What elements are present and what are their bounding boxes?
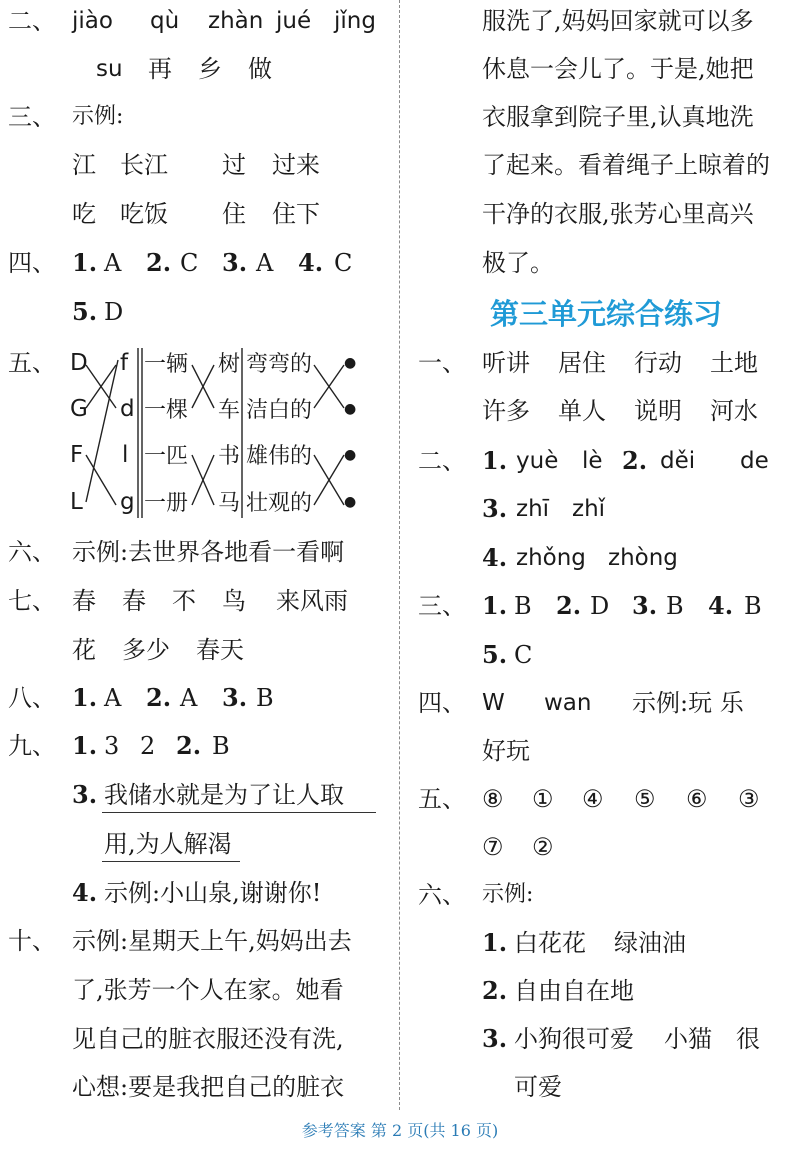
answer-text: A — [256, 249, 274, 277]
answer-text: 好玩 — [482, 737, 530, 765]
section-9-label: 九、 — [8, 732, 56, 760]
measure-word: 一辆 — [144, 352, 189, 377]
question-number: 3. — [632, 591, 658, 620]
measure-word: 一匹 — [144, 444, 189, 469]
answer-text: 2 — [140, 732, 156, 760]
pinyin-answer: W — [482, 690, 505, 716]
pinyin-answer: wan — [544, 690, 592, 716]
pinyin-answer: jué — [276, 8, 312, 34]
pinyin-answer: jiào — [72, 8, 113, 34]
letter-lowercase: d — [120, 396, 135, 422]
answer-text: B — [212, 732, 230, 760]
section-2-label: 二、 — [418, 447, 466, 475]
answer-text: 吃 — [72, 200, 96, 228]
pinyin-answer: de — [740, 448, 769, 474]
section-3-label: 三、 — [8, 103, 56, 131]
section-1-label: 一、 — [418, 349, 466, 377]
answer-text: C — [180, 249, 199, 277]
essay-line: 了,张芳一个人在家。她看 — [72, 976, 344, 1004]
answer-text: 住 — [222, 200, 246, 228]
question-number: 1. — [482, 928, 508, 957]
section-8-label: 八、 — [8, 684, 56, 712]
essay-line: 服洗了,妈妈回家就可以多 — [482, 7, 754, 35]
answer-text: C — [514, 641, 533, 669]
question-number: 4. — [298, 248, 324, 277]
answer-text: D — [104, 298, 124, 326]
page-footer: 参考答案 第 2 页(共 16 页) — [301, 1121, 499, 1140]
answer-text: 单人 — [558, 397, 606, 425]
letter-uppercase: D — [70, 350, 88, 376]
letter-uppercase: F — [70, 442, 84, 468]
answer-text: 3 — [104, 732, 120, 760]
answer-text: 小猫 — [664, 1025, 712, 1053]
question-number: 3. — [222, 248, 248, 277]
answer-text: 乡 — [198, 55, 222, 83]
essay-line: 了起来。看着绳子上晾着的 — [482, 151, 770, 179]
answer-text: 土地 — [710, 349, 758, 377]
question-number: 2. — [622, 446, 648, 475]
answer-text: 绿油油 — [614, 929, 686, 957]
section-4-label: 四、 — [8, 249, 56, 277]
noun-word: 车 — [218, 398, 241, 423]
answer-text: B — [744, 592, 762, 620]
order-number: ③ — [738, 785, 760, 813]
section-2-label: 二、 — [8, 7, 56, 35]
section-10-label: 十、 — [8, 927, 56, 955]
question-number: 2. — [176, 731, 202, 760]
pinyin-answer: jǐng — [334, 8, 376, 34]
answer-text: 江 — [72, 151, 96, 179]
question-number: 3. — [222, 683, 248, 712]
section-5-label: 五、 — [8, 349, 56, 377]
order-number: ① — [532, 785, 554, 813]
answer-text: 我储水就是为了让人取 — [104, 781, 344, 809]
essay-line: 极了。 — [482, 249, 554, 277]
section-7-label: 七、 — [8, 587, 56, 615]
answer-underline — [102, 861, 240, 862]
question-number: 5. — [482, 640, 508, 669]
section-3-label: 三、 — [418, 592, 466, 620]
question-number: 2. — [556, 591, 582, 620]
question-number: 4. — [482, 543, 508, 572]
letter-lowercase: l — [122, 442, 129, 468]
pinyin-answer: zhǒng — [516, 545, 586, 571]
section-6-label: 六、 — [8, 538, 56, 566]
question-number: 1. — [482, 591, 508, 620]
adjective-word: 洁白的 — [246, 398, 313, 423]
question-number: 1. — [72, 248, 98, 277]
match-dot: ● — [344, 401, 357, 417]
letter-uppercase: G — [70, 396, 88, 422]
order-number: ⑥ — [686, 785, 708, 813]
pinyin-answer: zhī — [516, 496, 550, 522]
order-number: ⑧ — [482, 785, 504, 813]
adjective-word: 壮观的 — [246, 491, 313, 516]
answer-text: 可爱 — [514, 1073, 562, 1101]
measure-word: 一册 — [144, 491, 189, 516]
pinyin-answer: zhǐ — [572, 496, 606, 522]
essay-line: 心想:要是我把自己的脏衣 — [72, 1073, 345, 1101]
answer-text: 不 — [172, 587, 196, 615]
order-number: ⑦ — [482, 833, 504, 861]
answer-text: 春天 — [196, 636, 244, 664]
pinyin-answer: qù — [150, 8, 180, 34]
essay-line: 见自己的脏衣服还没有洗, — [72, 1025, 344, 1053]
answer-text: 许多 — [482, 397, 530, 425]
answer-text: 过 — [222, 151, 246, 179]
adjective-word: 雄伟的 — [246, 444, 313, 469]
answer-text: 做 — [248, 55, 272, 83]
pinyin-answer: zhàn — [208, 8, 264, 34]
essay-line: 示例:星期天上午,妈妈出去 — [72, 927, 352, 955]
section-4-label: 四、 — [418, 689, 466, 717]
example-label: 示例: — [482, 882, 534, 907]
answer-text: D — [590, 592, 610, 620]
answer-text: 听讲 — [482, 349, 530, 377]
answer-text: A — [180, 684, 198, 712]
answer-text: 花 — [72, 636, 96, 664]
answer-text: 长江 — [120, 151, 168, 179]
question-number: 3. — [482, 494, 508, 523]
essay-line: 干净的衣服,张芳心里高兴 — [482, 200, 754, 228]
pinyin-answer: děi — [660, 448, 696, 474]
question-number: 3. — [72, 780, 98, 809]
question-number: 4. — [708, 591, 734, 620]
example-label: 示例: — [72, 104, 124, 129]
answer-text: B — [256, 684, 274, 712]
order-number: ⑤ — [634, 785, 656, 813]
answer-text: C — [334, 249, 353, 277]
noun-word: 书 — [218, 444, 241, 469]
answer-text: 自由自在地 — [514, 977, 634, 1005]
question-number: 3. — [482, 1024, 508, 1053]
match-dot: ● — [344, 447, 357, 463]
answer-text: 鸟 — [222, 587, 246, 615]
unit-title: 第三单元综合练习 — [490, 297, 723, 331]
answer-text: 春 — [72, 587, 96, 615]
answer-text: 示例:玩 乐 — [632, 689, 744, 717]
match-dot: ● — [344, 355, 357, 371]
answer-text: A — [104, 684, 122, 712]
answer-underline — [102, 812, 376, 813]
noun-word: 马 — [218, 491, 241, 516]
pinyin-answer: lè — [582, 448, 603, 474]
essay-line: 休息一会儿了。于是,她把 — [482, 55, 754, 83]
question-number: 2. — [146, 683, 172, 712]
answer-text: 示例:小山泉,谢谢你! — [104, 879, 322, 907]
order-number: ② — [532, 833, 554, 861]
match-dot: ● — [344, 494, 357, 510]
answer-text: 示例:去世界各地看一看啊 — [72, 538, 345, 566]
order-number: ④ — [582, 785, 604, 813]
question-number: 4. — [72, 878, 98, 907]
noun-word: 树 — [218, 352, 241, 377]
matching-lines — [0, 0, 400, 530]
answer-text: 春 — [122, 587, 146, 615]
section-6-label: 六、 — [418, 881, 466, 909]
answer-text: su — [96, 56, 123, 82]
answer-text: 说明 — [634, 397, 682, 425]
letter-uppercase: L — [70, 489, 83, 515]
adjective-word: 弯弯的 — [246, 352, 313, 377]
letter-lowercase: g — [120, 489, 135, 515]
question-number: 5. — [72, 297, 98, 326]
answer-text: A — [104, 249, 122, 277]
letter-lowercase: f — [120, 350, 129, 376]
measure-word: 一棵 — [144, 398, 189, 423]
question-number: 1. — [72, 683, 98, 712]
answer-text: 小狗很可爱 — [514, 1025, 634, 1053]
answer-text: 河水 — [710, 397, 758, 425]
question-number: 1. — [482, 446, 508, 475]
answer-text: 行动 — [634, 349, 682, 377]
question-number: 1. — [72, 731, 98, 760]
section-5-label: 五、 — [418, 785, 466, 813]
answer-text: B — [514, 592, 532, 620]
pinyin-answer: yuè — [516, 448, 559, 474]
answer-text: 多少 — [122, 636, 170, 664]
answer-text: B — [666, 592, 684, 620]
answer-text: 住下 — [272, 200, 320, 228]
answer-text: 再 — [148, 55, 172, 83]
answer-text: 用,为人解渴 — [104, 830, 232, 858]
essay-line: 衣服拿到院子里,认真地洗 — [482, 103, 754, 131]
answer-text: 很 — [736, 1025, 760, 1053]
answer-text: 吃饭 — [120, 200, 168, 228]
question-number: 2. — [482, 976, 508, 1005]
answer-text: 来风雨 — [276, 587, 348, 615]
question-number: 2. — [146, 248, 172, 277]
pinyin-answer: zhòng — [608, 545, 678, 571]
answer-text: 白花花 — [514, 929, 586, 957]
answer-text: 过来 — [272, 151, 320, 179]
answer-text: 居住 — [558, 349, 606, 377]
